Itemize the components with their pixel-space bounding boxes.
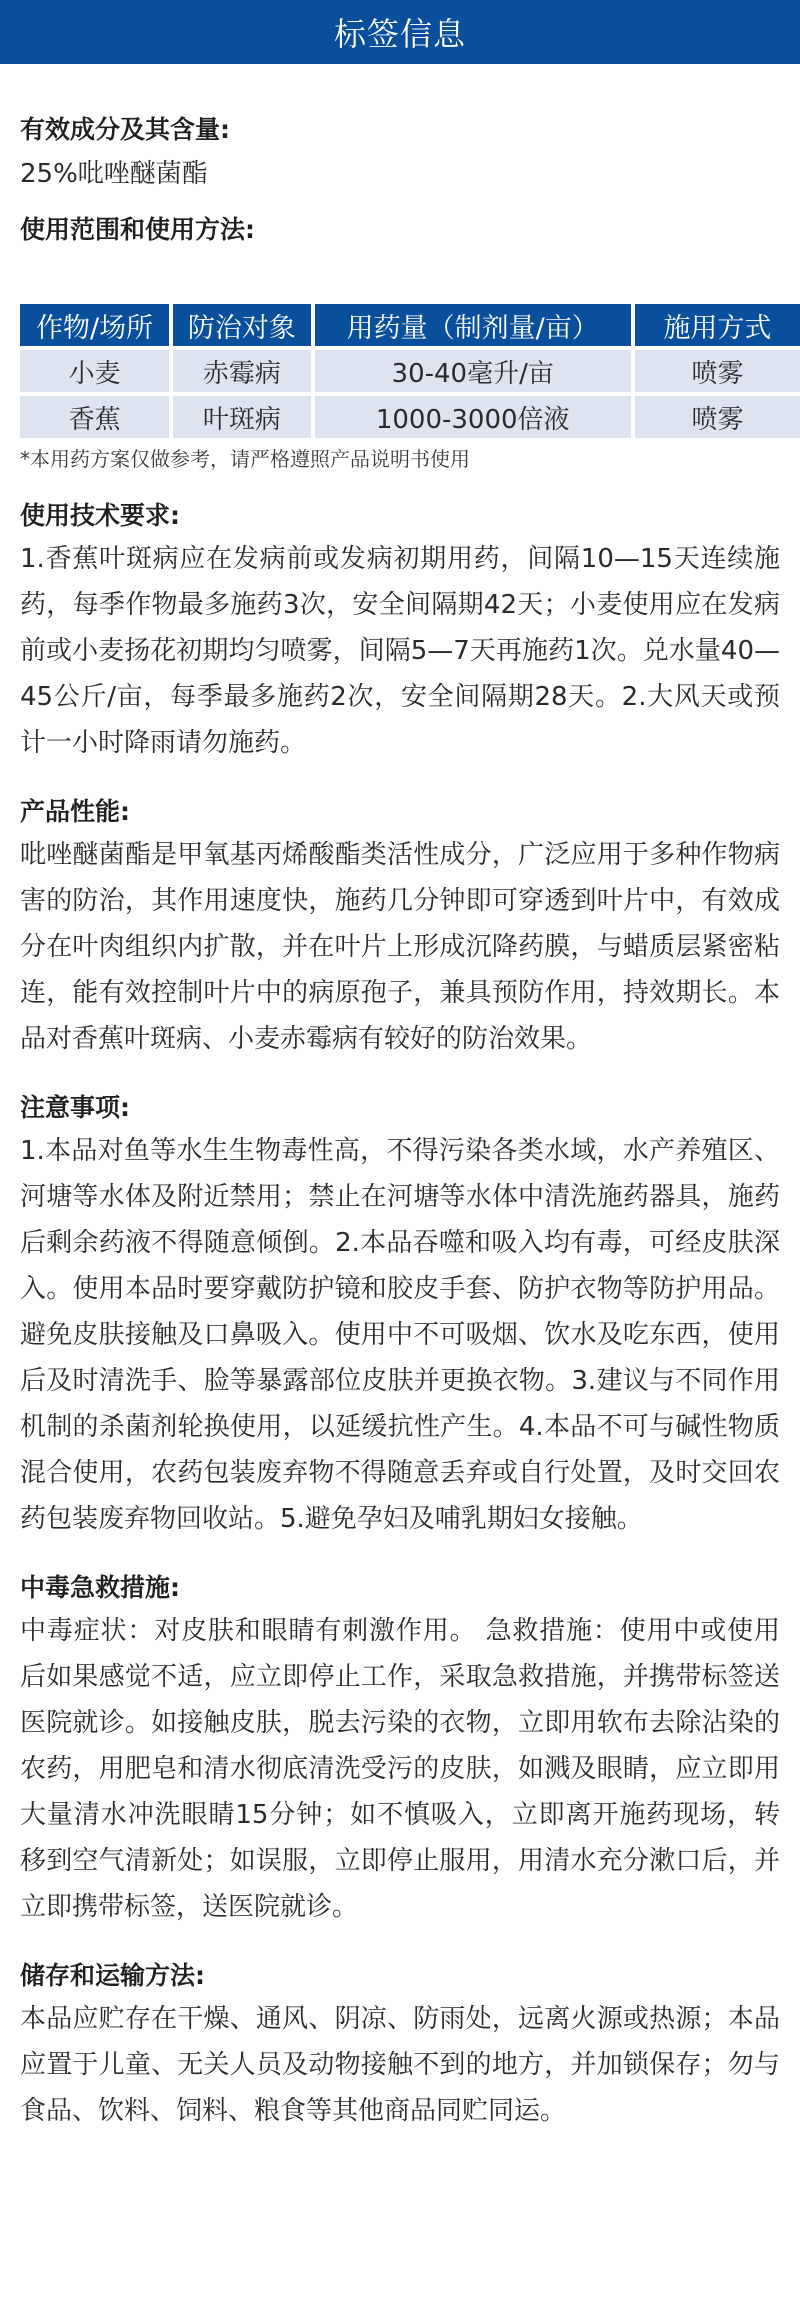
dosage-table	[16, 300, 800, 442]
table-header-cell: 施用方式	[635, 304, 800, 346]
ingredient-section	[20, 108, 780, 196]
table-row	[20, 350, 800, 392]
table-header-cell: 防治对象	[173, 304, 310, 346]
table-header-cell: 用药量（制剂量/亩）	[315, 304, 631, 346]
performance-title: 产品性能:	[20, 797, 130, 826]
firstaid-section	[20, 1568, 780, 1930]
caution-title: 注意事项:	[20, 1093, 130, 1122]
table-cell: 喷雾	[635, 396, 800, 438]
table-footnote: *本用药方案仅做参考，请严格遵照产品说明书使用	[20, 447, 470, 471]
table-cell: 小麦	[20, 350, 169, 392]
caution-text: 1.本品对鱼等水生生物毒性高，不得污染各类水域，水产养殖区、河塘等水体及附近禁用；禁止在河塘等水体中清洗施药器具，施药后剩余药液不得随意倾倒。2.本品吞噬和吸入均有毒，可经皮肤深入。使用本品时要穿戴防护镜和胶皮手套、防护衣物等防护用品。避免皮肤接触及口鼻吸入。使用中不可吸烟、饮水及吃东西，使用后及时清洗手、脸等暴露部位皮肤并更换衣物。3.建议与不同作用机制的杀菌剂轮换使用，以延缓抗性产生。4.本品不可与碱性物质混合使用，农药包装废弃物不得随意丢弃或自行处置，及时交回农药包装废弃物回收站。5.避免孕妇及哺乳期妇女接触。	[20, 1136, 780, 1534]
ingredient-text: 25%吡唑醚菌酯	[20, 159, 208, 189]
storage-title: 储存和运输方法:	[20, 1961, 205, 1990]
table-cell: 香蕉	[20, 396, 169, 438]
ingredient-title: 有效成分及其含量:	[20, 115, 230, 144]
table-cell: 1000-3000倍液	[315, 396, 631, 438]
performance-text: 吡唑醚菌酯是甲氧基丙烯酸酯类活性成分，广泛应用于多种作物病害的防治，其作用速度快，施药几分钟即可穿透到叶片中，有效成分在叶肉组织内扩散，并在叶片上形成沉降药膜，与蜡质层紧密粘连，能有效控制叶片中的病原孢子，兼具预防作用，持效期长。本品对香蕉叶斑病、小麦赤霉病有较好的防治效果。	[20, 840, 780, 1054]
firstaid-title: 中毒急救措施:	[20, 1573, 180, 1602]
caution-section	[20, 1088, 780, 1542]
page-header	[0, 0, 800, 64]
storage-section	[20, 1956, 780, 2134]
performance-section	[20, 792, 780, 1062]
page-title: 标签信息	[333, 15, 466, 53]
table-cell: 叶斑病	[173, 396, 310, 438]
table-row	[20, 396, 800, 438]
scope-section	[20, 210, 780, 250]
table-cell: 30-40毫升/亩	[315, 350, 631, 392]
table-cell: 喷雾	[635, 350, 800, 392]
table-header-cell: 作物/场所	[20, 304, 169, 346]
tech-text: 1.香蕉叶斑病应在发病前或发病初期用药，间隔10—15天连续施药，每季作物最多施药3次，安全间隔期42天；小麦使用应在发病前或小麦扬花初期均匀喷雾，间隔5—7天再施药1次。兑水量40—45公斤/亩，每季最多施药2次，安全间隔期28天。2.大风天或预计一小时降雨请勿施药。	[20, 544, 780, 758]
table-cell: 赤霉病	[173, 350, 310, 392]
table-header-row	[20, 304, 800, 346]
label-content	[0, 108, 800, 2134]
firstaid-text: 中毒症状：对皮肤和眼睛有刺激作用。 急救措施：使用中或使用后如果感觉不适，应立即停止工作，采取急救措施，并携带标签送医院就诊。如接触皮肤，脱去污染的衣物，立即用软布去除沾染的农药，用肥皂和清水彻底清洗受污的皮肤，如溅及眼睛，应立即用大量清水冲洗眼睛15分钟；如不慎吸入，立即离开施药现场，转移到空气清新处；如误服，立即停止服用，用清水充分漱口后，并立即携带标签，送医院就诊。	[20, 1616, 780, 1922]
scope-title: 使用范围和使用方法:	[20, 215, 255, 244]
tech-section	[20, 496, 780, 766]
tech-title: 使用技术要求:	[20, 501, 180, 530]
storage-text: 本品应贮存在干燥、通风、阴凉、防雨处，远离火源或热源；本品应置于儿童、无关人员及动物接触不到的地方，并加锁保存；勿与食品、饮料、饲料、粮食等其他商品同贮同运。	[20, 2004, 780, 2126]
